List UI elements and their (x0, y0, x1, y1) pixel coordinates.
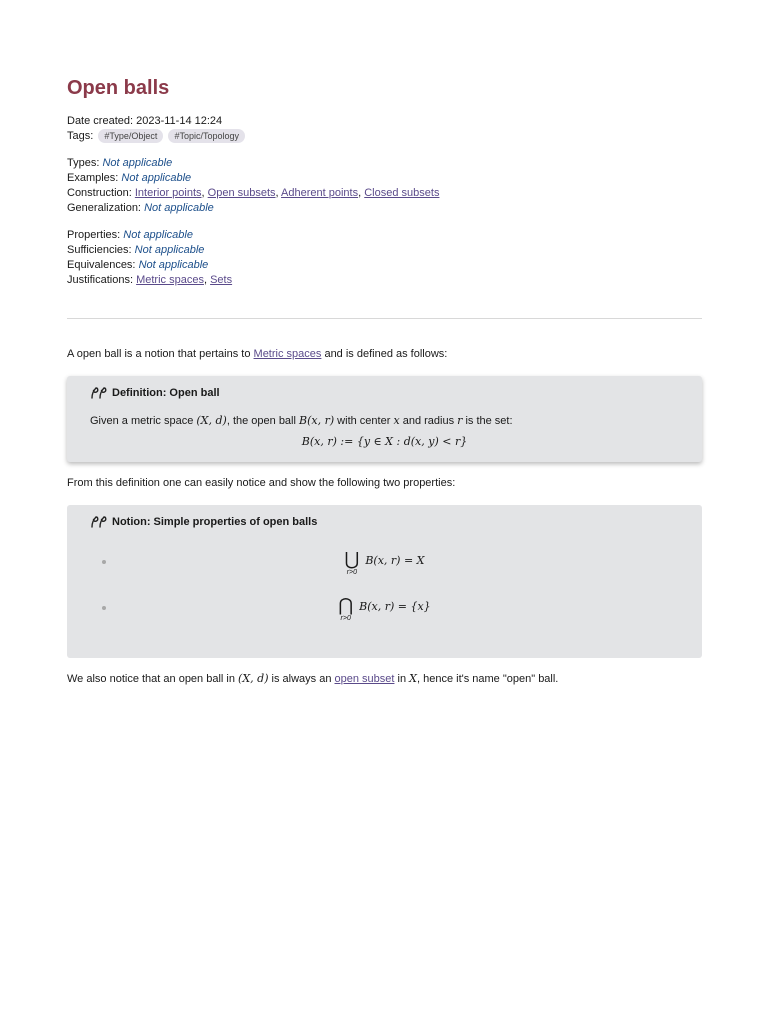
math-metric-space: (X, d) (196, 414, 227, 428)
list-item (90, 544, 679, 590)
intro-paragraph: A open ball is a notion that pertains to Metric spaces and is defined as follows: (67, 347, 448, 360)
types-line: Types: Not applicable (67, 156, 173, 169)
math-metric-space: (X, d) (238, 671, 269, 685)
link-interior-points[interactable]: Interior points (134, 186, 202, 199)
math-center: x (393, 414, 400, 428)
notion-callout (67, 505, 702, 658)
quote-icon (90, 515, 108, 529)
equivalences-line: Equivalences: Not applicable (67, 258, 209, 271)
justifications-line: Justifications: Metric spaces, Sets (67, 273, 233, 286)
definition-callout (67, 376, 702, 463)
definition-formula: B(x, r) := {y ∈ X : d(x, y) < r} (301, 435, 468, 449)
relations-block (67, 156, 702, 216)
properties-line: Properties: Not applicable (67, 228, 193, 241)
notion-title: Notion: Simple properties of open balls (90, 515, 679, 530)
link-sets[interactable]: Sets (210, 273, 233, 286)
between-paragraph: From this definition one can easily notice and show the following two properties: (67, 477, 456, 490)
page-title: Open balls (67, 77, 170, 99)
date-value: 2023-11-14 12:24 (136, 115, 223, 127)
union-subscript: r>0 (346, 568, 358, 576)
properties-block (67, 228, 702, 288)
math-ball: B(x, r) (299, 414, 335, 428)
divider (67, 318, 702, 319)
link-open-subset[interactable]: open subset (334, 672, 395, 685)
generalization-line: Generalization: Not applicable (67, 201, 214, 214)
date-created: Date created: 2023-11-14 12:24 (67, 115, 223, 127)
link-metric-spaces[interactable]: Metric spaces (136, 273, 204, 286)
link-open-subsets[interactable]: Open subsets (207, 186, 276, 199)
intersection-symbol: ⋂ (338, 594, 354, 616)
intersection-expression: B(x, r) = {x} (359, 599, 431, 613)
link-adherent-points[interactable]: Adherent points (281, 186, 359, 199)
definition-text: Given a metric space (X, d), the open ball B(x, r) with center x and radius r is the set: (90, 414, 513, 428)
tag-topic-topology[interactable]: #Topic/Topology (168, 129, 245, 143)
intersection-subscript: r>0 (340, 614, 351, 622)
link-closed-subsets[interactable]: Closed subsets (364, 186, 440, 199)
tag-type-object[interactable]: #Type/Object (98, 129, 163, 143)
link-metric-spaces-intro[interactable]: Metric spaces (253, 347, 322, 360)
definition-title: Definition: Open ball (90, 386, 679, 401)
math-space-x: X (409, 671, 417, 685)
closing-paragraph: We also notice that an open ball in (X, d) is always an open subset in X, hence it's name "open" ball. (67, 671, 559, 685)
list-item (90, 590, 679, 636)
math-radius: r (457, 414, 463, 428)
properties-list (90, 544, 679, 636)
examples-line: Examples: Not applicable (67, 171, 192, 184)
construction-line: Construction: Interior points, Open subsets, Adherent points, Closed subsets (67, 186, 440, 199)
quote-icon (90, 386, 108, 400)
union-symbol: ⋃ (344, 548, 360, 570)
tags-line: Tags: #Type/Object #Topic/Topology (67, 129, 702, 144)
union-expression: B(x, r) = X (365, 553, 425, 567)
sufficiencies-line: Sufficiencies: Not applicable (67, 243, 205, 256)
